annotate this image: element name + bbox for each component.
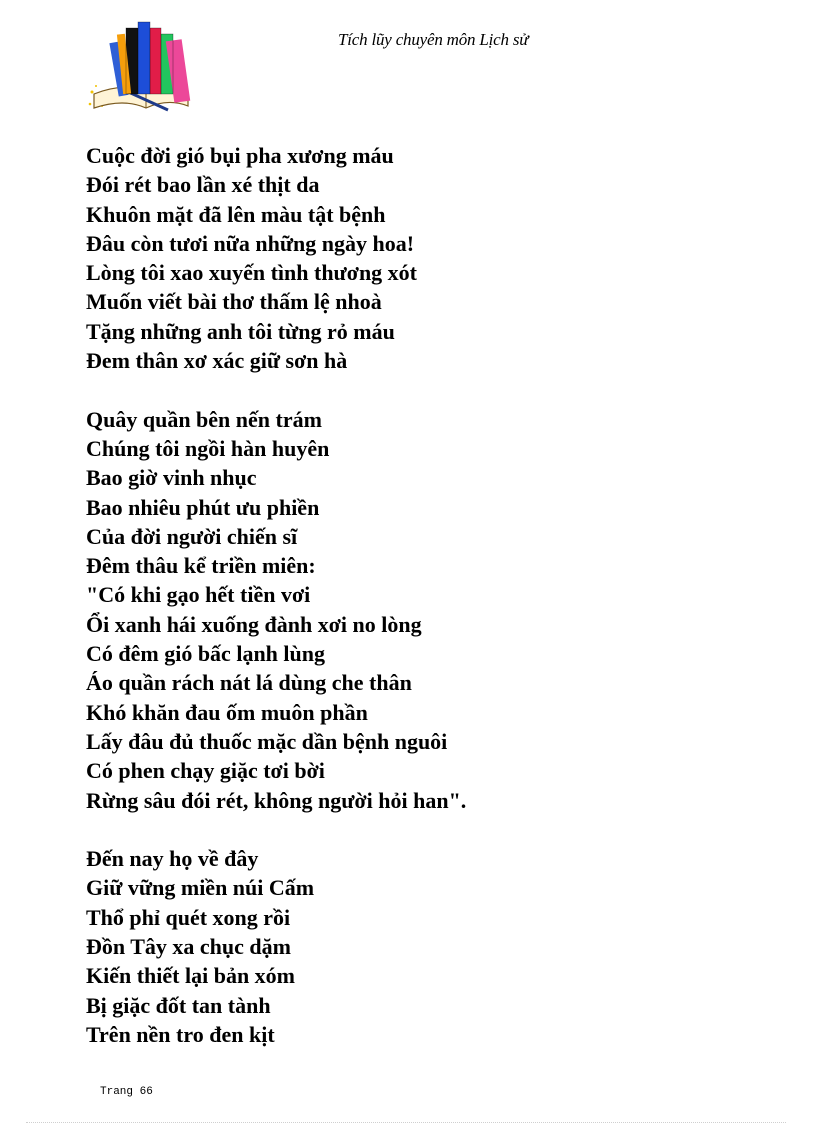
poem-line: Trên nền tro đen kịt [86,1021,275,1047]
poem-line: Đến nay họ về đây [86,846,259,872]
poem-line: Kiến thiết lại bản xóm [86,963,296,989]
poem-line: Bị giặc đốt tan tành [86,992,271,1018]
poem-line: Tặng những anh tôi từng rỏ máu [86,318,395,344]
poem-line: Của đời người chiến sĩ [86,523,298,549]
poem-line: Cuộc đời gió bụi pha xương máu [86,143,394,168]
poem-line: "Có khi gạo hết tiền vơi [86,582,311,608]
page-number: Trang 66 [100,1086,153,1098]
poem-line: Quây quần bên nến trám [86,406,322,432]
poem-line: Đói rét bao lần xé thịt da [86,172,320,198]
poem-line: Khó khăn đau ốm muôn phần [86,699,368,725]
poem-line: Có đêm gió bấc lạnh lùng [86,641,325,667]
poem-line: Chúng tôi ngồi hàn huyên [86,435,330,461]
poem-line: Muốn viết bài thơ thấm lệ nhoà [86,289,382,315]
poem-line: Bao nhiêu phút ưu phiền [86,494,320,520]
stanza [86,405,786,815]
header-title: Tích lũy chuyên môn Lịch sử [338,30,529,49]
poem-line: Lấy đâu đủ thuốc mặc dần bệnh nguôi [86,728,448,754]
poem-line: Giữ vững miền núi Cấm [86,875,315,901]
stanza [86,141,786,375]
poem-line: Thổ phỉ quét xong rồi [86,904,291,930]
poem-line: Có phen chạy giặc tơi bời [86,758,325,784]
poem-line: Bao giờ vinh nhục [86,465,257,491]
poem-line: Đâu còn tươi nữa những ngày hoa! [86,230,415,256]
stanza [86,844,786,1049]
poem-line: Đồn Tây xa chục dặm [86,934,291,960]
poem-line: Áo quần rách nát lá dùng che thân [86,670,412,696]
poem-line: Rừng sâu đói rét, không người hỏi han". [86,787,467,813]
poem-line: Lòng tôi xao xuyến tình thương xót [86,260,417,286]
poem-line: Khuôn mặt đã lên màu tật bệnh [86,201,386,227]
poem-body [86,141,786,1079]
poem-line: Đêm thâu kể triền miên: [86,553,316,579]
poem-line: Ổi xanh hái xuống đành xơi no lòng [86,611,422,637]
stacked-books-icon [84,14,206,114]
poem-line: Đem thân xơ xác giữ sơn hà [86,348,348,374]
